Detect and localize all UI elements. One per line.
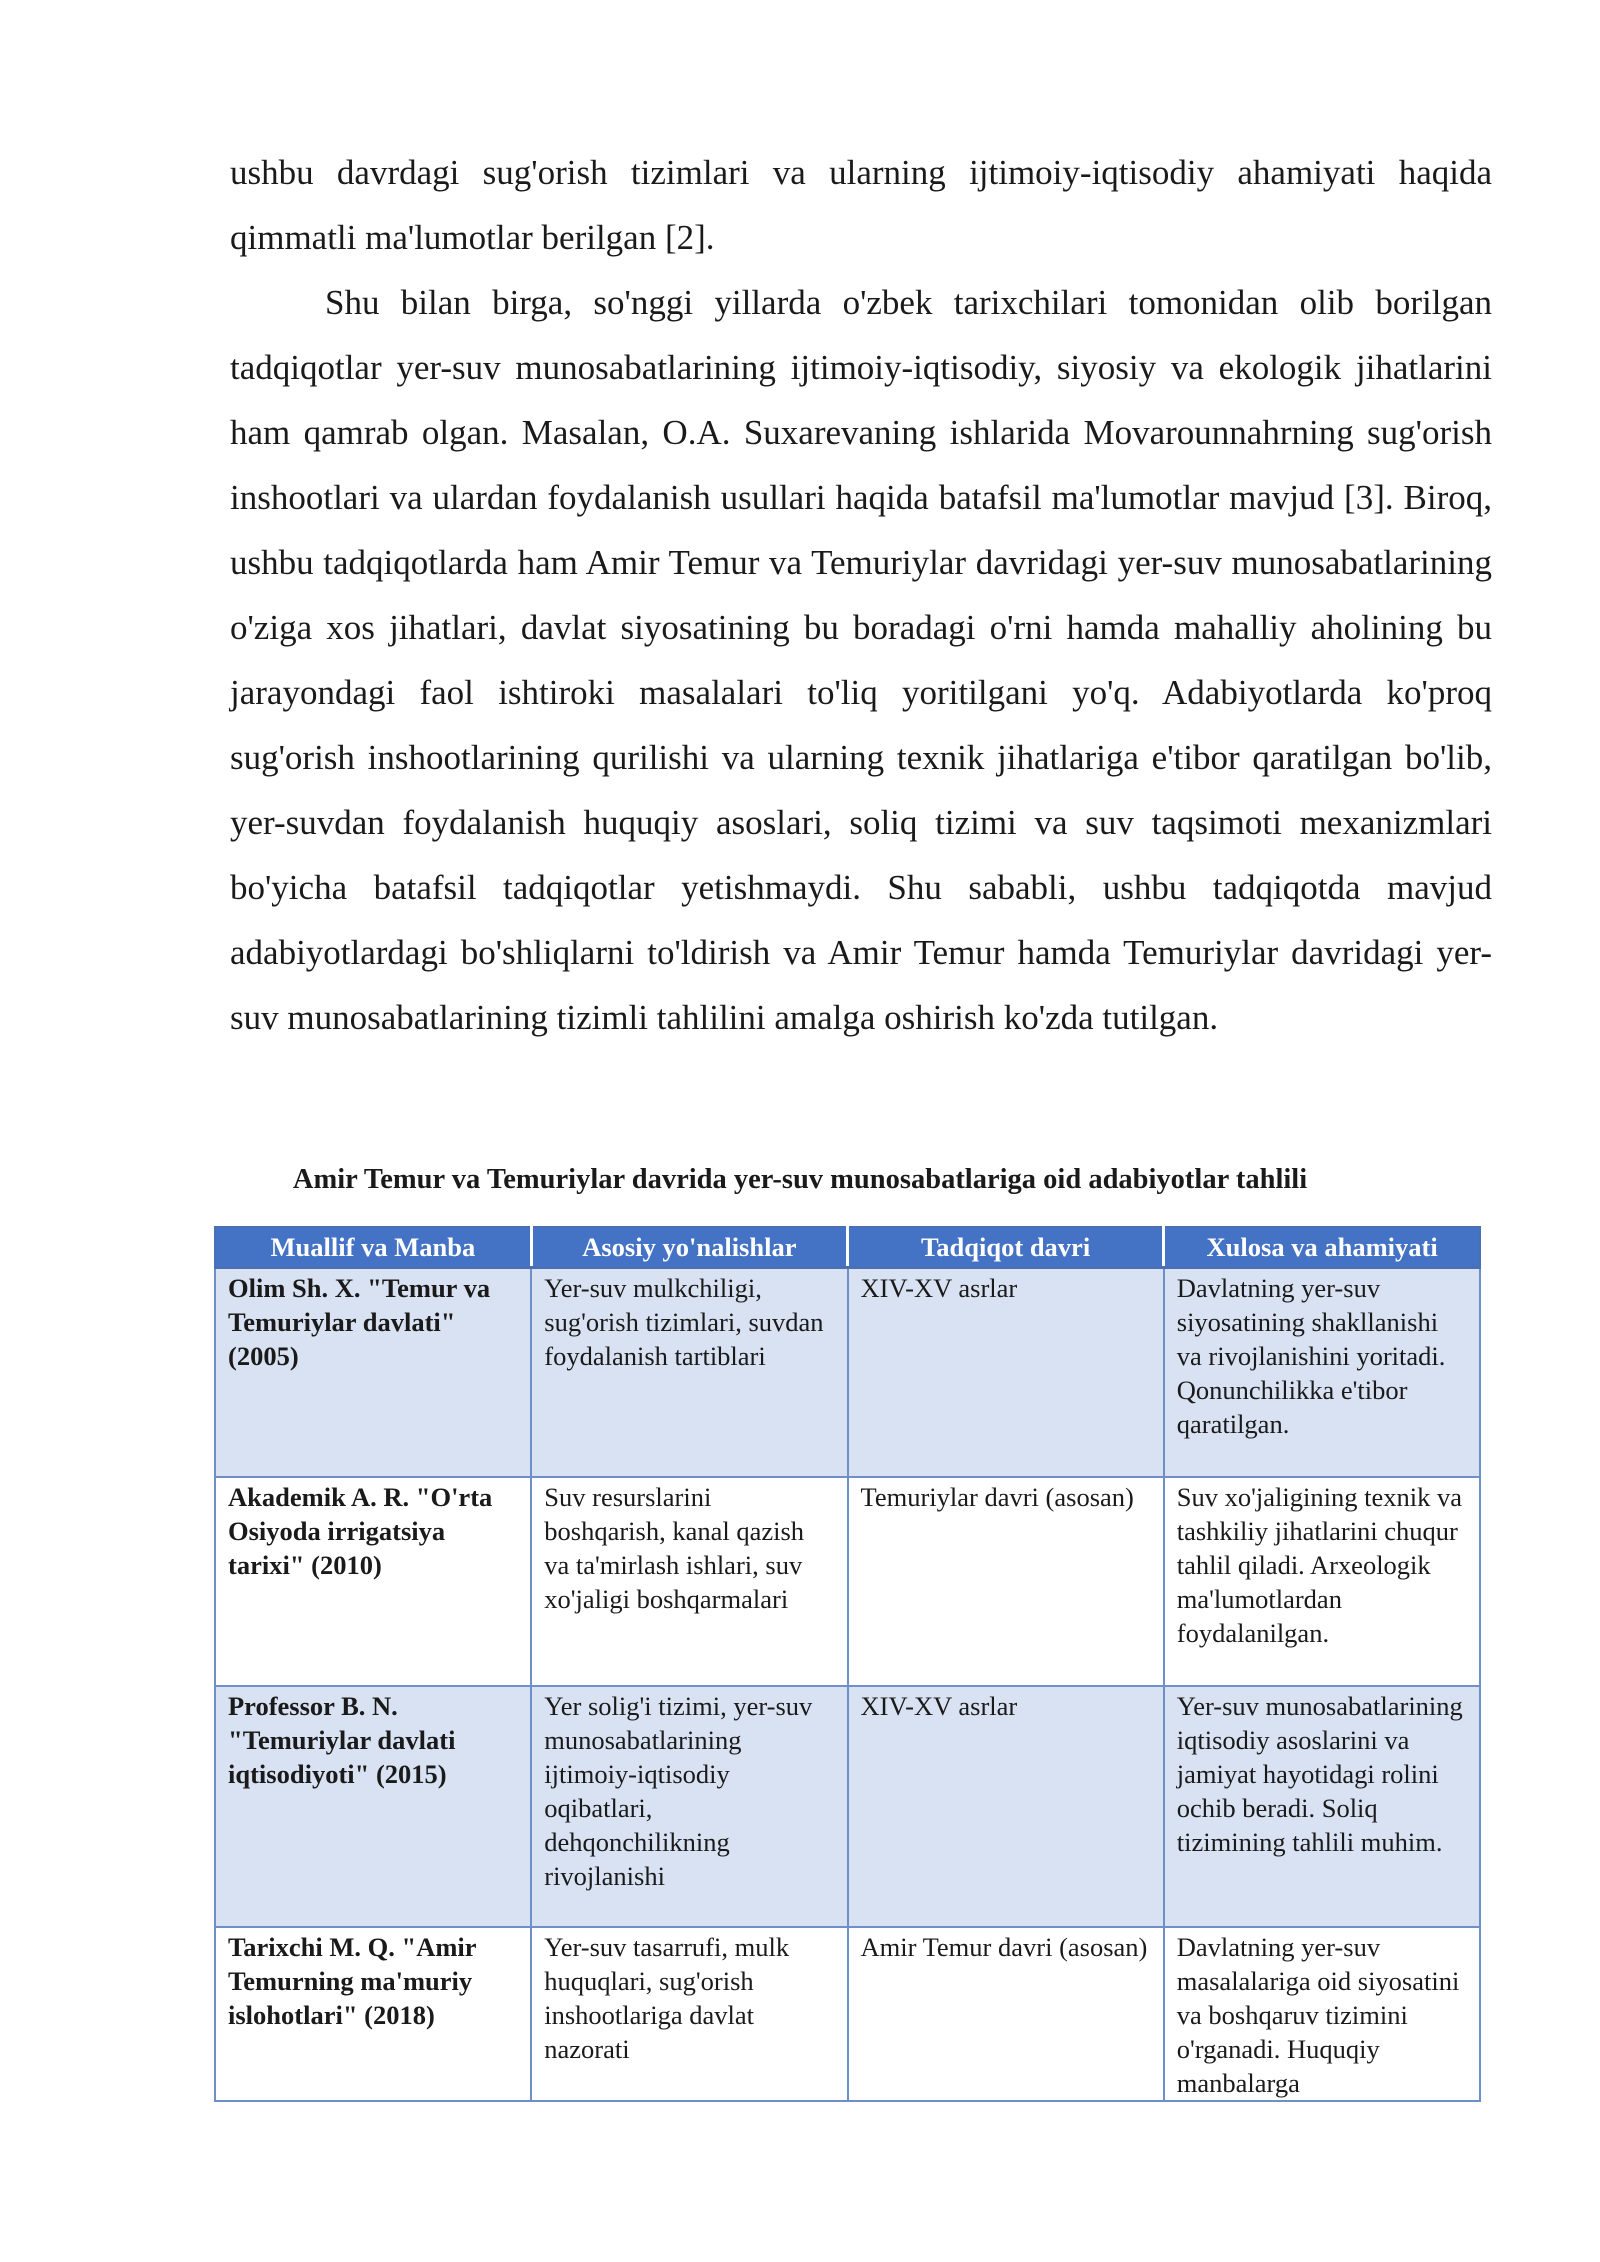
cell-period: Amir Temur davri (asosan) bbox=[848, 1927, 1164, 2101]
cell-directions: Suv resurslarini boshqarish, kanal qazish va ta'mirlash ishlari, suv xo'jaligi boshqarmalari bbox=[531, 1477, 847, 1686]
cell-author: Olim Sh. X. "Temur va Temuriylar davlati" (2005) bbox=[215, 1268, 531, 1478]
cell-conclusion: Suv xo'jaligining texnik va tashkiliy jihatlarini chuqur tahlil qiladi. Arxeologik ma'lumotlardan foydalanilgan. bbox=[1164, 1477, 1480, 1686]
paragraph-literature-review: Shu bilan birga, so'nggi yillarda o'zbek tarixchilari tomonidan olib borilgan tadqiqotlar yer-suv munosabatlarining ijtimoiy-iqtisodiy, siyosiy va ekologik jihatlarini ham qamrab olgan. Masalan, O.A. Suxarevaning ishlarida Movarounnahrning sug'orish inshootlari va ulardan foydalanish usullari haqida batafsil ma'lumotlar mavjud [3]. Biroq, ushbu tadqiqotlarda ham Amir Temur va Temuriylar davridagi yer-suv munosabatlarining o'ziga xos jihatlari, davlat siyosatining bu boradagi o'rni hamda mahalliy aholining bu jarayondagi faol ishtiroki masalalari to'liq yoritilgani yo'q. Adabiyotlarda ko'proq sug'orish inshootlarining qurilishi va ularning texnik jihatlariga e'tibor qaratilgan bo'lib, yer-suvdan foydalanish huquqiy asoslari, soliq tizimi va suv taqsimoti mexanizmlari bo'yicha batafsil tadqiqotlar yetishmaydi. Shu sababli, ushbu tadqiqotda mavjud adabiyotlardagi bo'shliqlarni to'ldirish va Amir Temur hamda Temuriylar davridagi yer-suv munosabatlarining tizimli tahlilini amalga oshirish ko'zda tutilgan. bbox=[230, 283, 1492, 1037]
table-header-row bbox=[215, 1227, 1480, 1268]
column-header-conclusion: Xulosa va ahamiyati bbox=[1164, 1227, 1480, 1268]
body-text bbox=[230, 140, 1492, 1050]
column-header-period: Tadqiqot davri bbox=[848, 1227, 1164, 1268]
cell-author: Professor B. N. "Temuriylar davlati iqtisodiyoti" (2015) bbox=[215, 1686, 531, 1927]
cell-conclusion: Davlatning yer-suv masalalariga oid siyosatini va boshqaruv tizimini o'rganadi. Huquqiy manbalarga bbox=[1164, 1927, 1480, 2101]
cell-period: Temuriylar davri (asosan) bbox=[848, 1477, 1164, 1686]
cell-author: Tarixchi M. Q. "Amir Temurning ma'muriy islohotlari" (2018) bbox=[215, 1927, 531, 2101]
cell-period: XIV-XV asrlar bbox=[848, 1268, 1164, 1478]
column-header-author: Muallif va Manba bbox=[215, 1227, 531, 1268]
cell-conclusion: Davlatning yer-suv siyosatining shakllanishi va rivojlanishini yoritadi. Qonunchilikka e'tibor qaratilgan. bbox=[1164, 1268, 1480, 1478]
cell-directions: Yer-suv mulkchiligi, sug'orish tizimlari, suvdan foydalanish tartiblari bbox=[531, 1268, 847, 1478]
table-row bbox=[215, 1477, 1480, 1686]
table-caption: Amir Temur va Temuriylar davrida yer-suv munosabatlariga oid adabiyotlar tahlili bbox=[292, 1164, 1308, 1195]
cell-directions: Yer solig'i tizimi, yer-suv munosabatlarining ijtimoiy-iqtisodiy oqibatlari, dehqonchilikning rivojlanishi bbox=[531, 1686, 847, 1927]
cell-directions: Yer-suv tasarrufi, mulk huquqlari, sug'orish inshootlariga davlat nazorati bbox=[531, 1927, 847, 2101]
literature-table bbox=[214, 1226, 1481, 2102]
cell-author: Akademik A. R. "O'rta Osiyoda irrigatsiya tarixi" (2010) bbox=[215, 1477, 531, 1686]
paragraph-continuation: ushbu davrdagi sug'orish tizimlari va ularning ijtimoiy-iqtisodiy ahamiyati haqida qimmatli ma'lumotlar berilgan [2]. bbox=[230, 153, 1492, 257]
table-row bbox=[215, 1686, 1480, 1927]
cell-period: XIV-XV asrlar bbox=[848, 1686, 1164, 1927]
cell-conclusion: Yer-suv munosabatlarining iqtisodiy asoslarini va jamiyat hayotidagi rolini ochib beradi. Soliq tizimining tahlili muhim. bbox=[1164, 1686, 1480, 1927]
table-row bbox=[215, 1927, 1480, 2101]
column-header-directions: Asosiy yo'nalishlar bbox=[531, 1227, 847, 1268]
table-row bbox=[215, 1268, 1480, 1478]
